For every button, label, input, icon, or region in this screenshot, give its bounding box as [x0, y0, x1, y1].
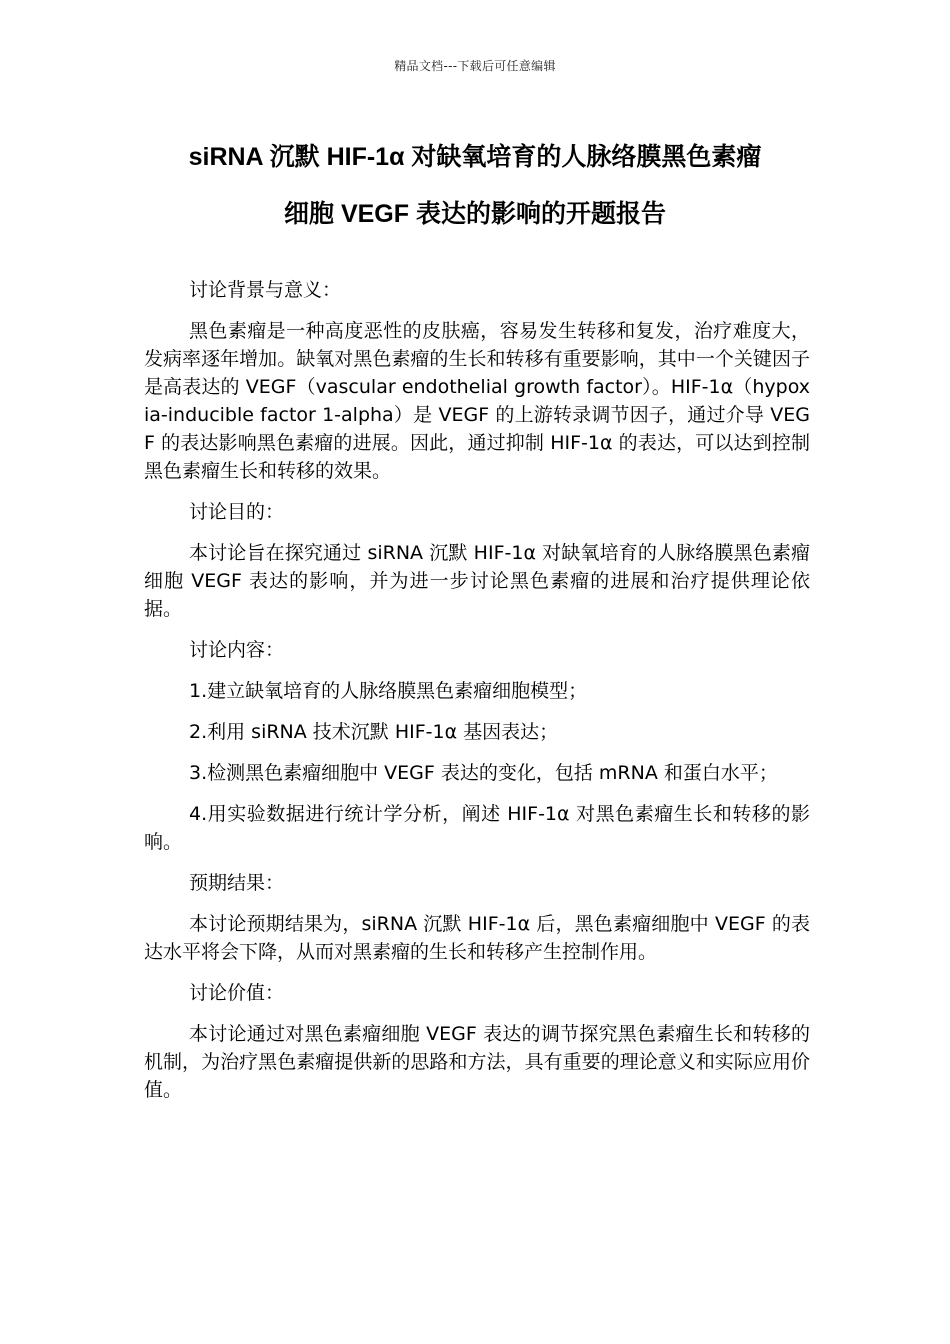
section-heading-background: 讨论背景与意义：: [189, 279, 342, 301]
section-heading-value: 讨论价值：: [189, 982, 285, 1004]
paragraph-expected-results: 本讨论预期结果为，siRNA 沉默 HIF-1α 后，黑色素瘤细胞中 VEGF 的表达水平将会下降，从而对黑素瘤的生长和转移产生控制作用。: [144, 913, 810, 963]
paragraph-background: 黑色素瘤是一种高度恶性的皮肤癌，容易发生转移和复发，治疗难度大，发病率逐年增加。缺氧对黑色素瘤的生长和转移有重要影响，其中一个关键因子是高表达的 VEGF（vascular endothelial growth factor）。HIF-1α（hypoxia-inducible factor 1-alpha）是 VEGF 的上游转录调节因子，通过介导 VEGF 的表达影响黑色素瘤的进展。因此，通过抑制 HIF-1α 的表达，可以达到控制黑色素瘤生长和转移的效果。: [144, 320, 810, 482]
document-title-line-1: siRNA 沉默 HIF-1α 对缺氧培育的人脉络膜黑色素瘤: [188, 143, 762, 171]
list-item-3: 3.检测黑色素瘤细胞中 VEGF 表达的变化，包括 mRNA 和蛋白水平；: [189, 762, 778, 784]
paragraph-purpose: 本讨论旨在探究通过 siRNA 沉默 HIF-1α 对缺氧培育的人脉络膜黑色素瘤细胞 VEGF 表达的影响，并为进一步讨论黑色素瘤的进展和治疗提供理论依据。: [144, 542, 810, 620]
header-note: 精品文档---下载后可任意编辑: [394, 59, 556, 73]
document-body: [144, 276, 810, 1117]
list-item-1: 1.建立缺氧培育的人脉络膜黑色素瘤细胞模型；: [189, 680, 588, 702]
list-item-4: 4.用实验数据进行统计学分析，阐述 HIF-1α 对黑色素瘤生长和转移的影响。: [144, 803, 810, 853]
paragraph-value: 本讨论通过对黑色素瘤细胞 VEGF 表达的调节探究黑色素瘤生长和转移的机制，为治疗黑色素瘤提供新的思路和方法，具有重要的理论意义和实际应用价值。: [144, 1023, 810, 1101]
section-heading-expected-results: 预期结果：: [189, 872, 285, 894]
section-heading-purpose: 讨论目的：: [189, 501, 285, 523]
section-heading-content: 讨论内容：: [189, 639, 285, 661]
document-title-line-2: 细胞 VEGF 表达的影响的开题报告: [284, 200, 666, 228]
list-item-2: 2.利用 siRNA 技术沉默 HIF-1α 基因表达；: [189, 721, 559, 743]
